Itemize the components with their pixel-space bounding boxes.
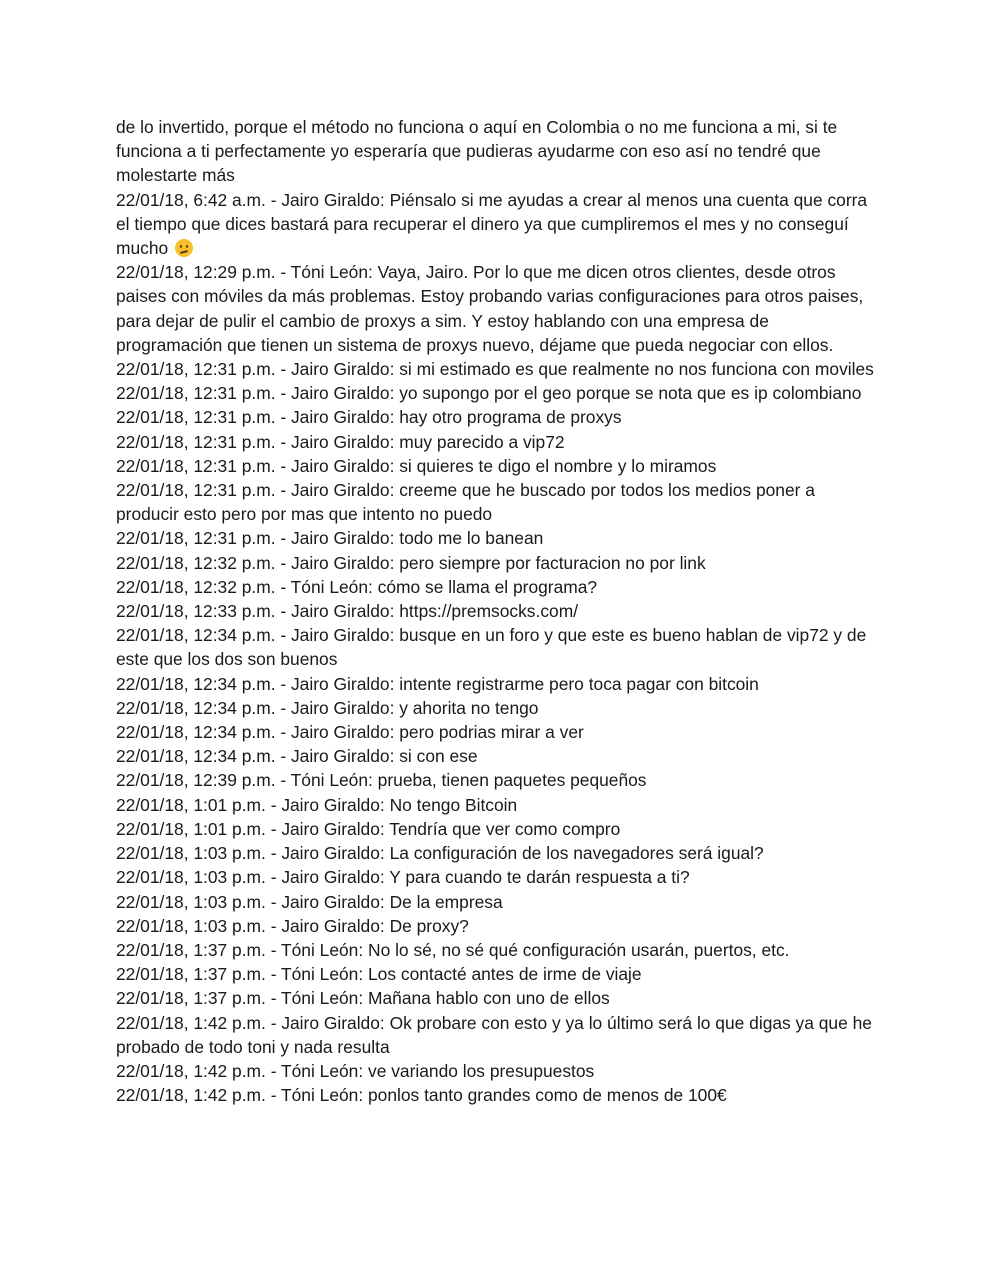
message-line: 22/01/18, 12:31 p.m. - Jairo Giraldo: muy parecido a vip72 xyxy=(116,431,565,452)
message-line: 22/01/18, 12:32 p.m. - Tóni León: cómo se llama el programa? xyxy=(116,576,598,597)
message-line: 22/01/18, 1:42 p.m. - Tóni León: ponlos tanto grandes como de menos de 100€ xyxy=(116,1085,727,1106)
message-line: 22/01/18, 12:33 p.m. - Jairo Giraldo: https://premsocks.com/ xyxy=(116,601,579,622)
message-line: 22/01/18, 1:37 p.m. - Tóni León: Los contacté antes de irme de viaje xyxy=(116,964,642,985)
message-line xyxy=(116,188,876,261)
chat-transcript xyxy=(116,115,876,1107)
message-line: 22/01/18, 12:34 p.m. - Jairo Giraldo: busque en un foro y que este es bueno hablan de vip72 y de este que los dos son buenos xyxy=(116,625,867,670)
message-line: 22/01/18, 12:31 p.m. - Jairo Giraldo: hay otro programa de proxys xyxy=(116,407,622,428)
message-line: 22/01/18, 1:03 p.m. - Jairo Giraldo: De la empresa xyxy=(116,891,503,912)
message-line: 22/01/18, 1:03 p.m. - Jairo Giraldo: De proxy? xyxy=(116,915,469,936)
message-line: 22/01/18, 12:31 p.m. - Jairo Giraldo: todo me lo banean xyxy=(116,528,544,549)
message-line: 22/01/18, 12:34 p.m. - Jairo Giraldo: intente registrarme pero toca pagar con bitcoin xyxy=(116,673,759,694)
message-line: 22/01/18, 12:31 p.m. - Jairo Giraldo: yo supongo por el geo porque se nota que es ip colombiano xyxy=(116,383,862,404)
message-line: 22/01/18, 1:37 p.m. - Tóni León: No lo sé, no sé qué configuración usarán, puertos, etc. xyxy=(116,939,790,960)
message-line: 22/01/18, 12:34 p.m. - Jairo Giraldo: si con ese xyxy=(116,746,478,767)
message-line: 22/01/18, 12:31 p.m. - Jairo Giraldo: si quieres te digo el nombre y lo miramos xyxy=(116,455,717,476)
message-line: 22/01/18, 1:01 p.m. - Jairo Giraldo: No tengo Bitcoin xyxy=(116,794,518,815)
message-line: 22/01/18, 12:32 p.m. - Jairo Giraldo: pero siempre por facturacion no por link xyxy=(116,552,706,573)
message-line: 22/01/18, 12:31 p.m. - Jairo Giraldo: si mi estimado es que realmente no nos funciona con moviles xyxy=(116,359,874,380)
message-line: 22/01/18, 12:34 p.m. - Jairo Giraldo: y ahorita no tengo xyxy=(116,697,539,718)
message-line: 22/01/18, 1:42 p.m. - Tóni León: ve variando los presupuestos xyxy=(116,1060,595,1081)
message-line: 22/01/18, 12:39 p.m. - Tóni León: prueba, tienen paquetes pequeños xyxy=(116,770,647,791)
confused-face-icon xyxy=(175,239,193,257)
message-line: de lo invertido, porque el método no funciona o aquí en Colombia o no me funciona a mi, si te funciona a ti perfectamente yo esperaría que pudieras ayudarme con eso así no tendré que molestarte más xyxy=(116,117,838,186)
message-line: 22/01/18, 1:03 p.m. - Jairo Giraldo: Y para cuando te darán respuesta a ti? xyxy=(116,867,690,888)
message-line: 22/01/18, 12:34 p.m. - Jairo Giraldo: pero podrias mirar a ver xyxy=(116,722,584,743)
message-line: 22/01/18, 1:01 p.m. - Jairo Giraldo: Tendría que ver como compro xyxy=(116,818,621,839)
message-line: 22/01/18, 1:03 p.m. - Jairo Giraldo: La configuración de los navegadores será igual? xyxy=(116,843,764,864)
message-line: 22/01/18, 12:31 p.m. - Jairo Giraldo: creeme que he buscado por todos los medios poner a producir esto pero por mas que intento no puedo xyxy=(116,480,815,525)
message-line: 22/01/18, 12:29 p.m. - Tóni León: Vaya, Jairo. Por lo que me dicen otros clientes, desde otros paises con móviles da más problemas. Estoy probando varias configuraciones para otros paises, para dejar de pulir el cambio de proxys a sim. Y estoy hablando con una empresa de programación que tienen un sistema de proxys nuevo, déjame que pueda negociar con ellos. xyxy=(116,262,864,355)
message-text: 22/01/18, 6:42 a.m. - Jairo Giraldo: Piénsalo si me ayudas a crear al menos una cuenta que corra el tiempo que dices bastará para recuperar el dinero ya que cumpliremos el mes y no conseguí mucho xyxy=(116,189,868,259)
message-line: 22/01/18, 1:42 p.m. - Jairo Giraldo: Ok probare con esto y ya lo último será lo que digas ya que he probado de todo toni y nada resulta xyxy=(116,1012,872,1057)
message-line: 22/01/18, 1:37 p.m. - Tóni León: Mañana hablo con uno de ellos xyxy=(116,988,610,1009)
